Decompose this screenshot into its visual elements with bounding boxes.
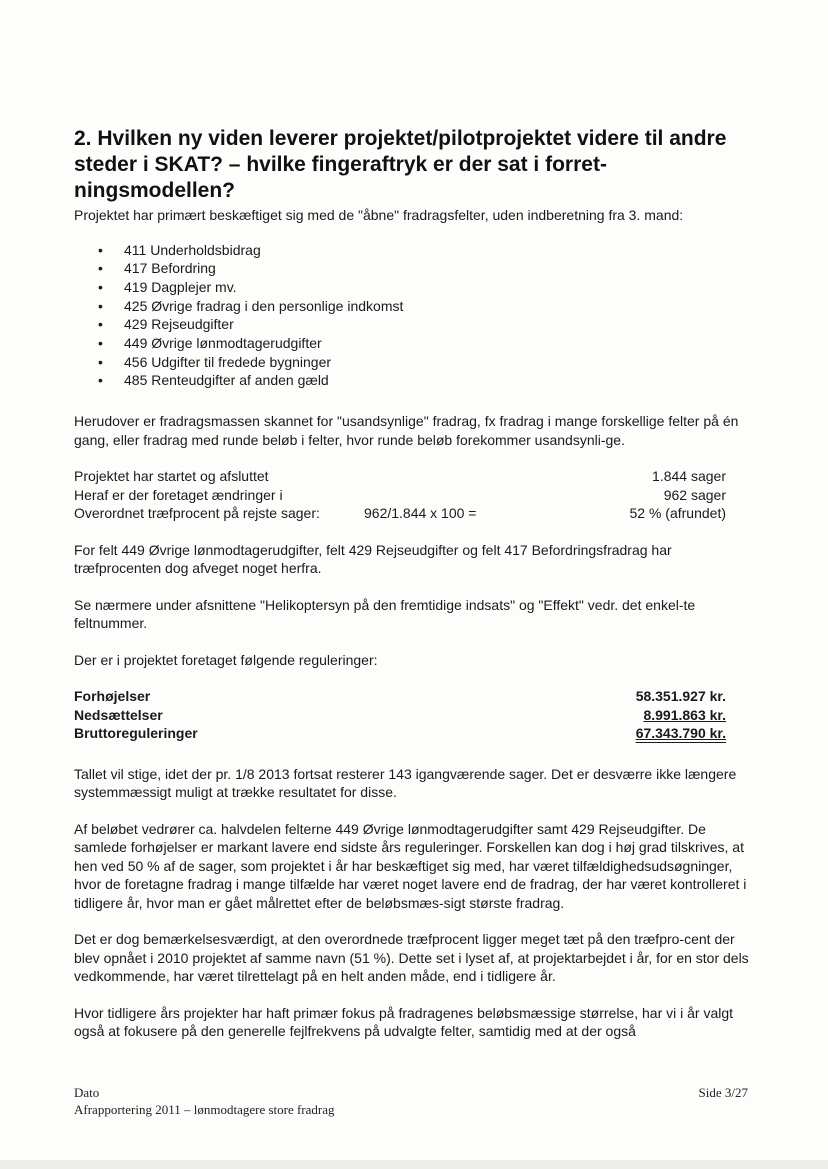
regulation-row-increases — [74, 687, 754, 706]
regulation-row-decreases — [74, 706, 754, 725]
stat-row-changed — [74, 486, 754, 505]
regulation-label: Forhøjelser — [74, 688, 151, 705]
stat-label: Overordnet træfprocent på rejste sager: — [74, 505, 320, 522]
rising-paragraph: Tallet vil stige, idet der pr. 1/8 2013 fortsat resterer 143 igangværende sager. Det er desværre ikke længere systemmæssigt muligt at trække resultatet for disse. — [74, 765, 737, 801]
stat-label: Heraf er der foretaget ændringer i — [74, 486, 283, 503]
amount-paragraph: Af beløbet vedrører ca. halvdelen felterne 449 Øvrige lønmodtagerudgifter samt 429 Rejseudgifter. De samlede forhøjelser er markant lavere end sidste års reguleringer. Forskellen kan dog i høj grad tilskrives, at hen ved 50 % af de sager, som projektet i år har beskæftiget sig med, har været tilfældighedsudsøgninger, hvor de foretagne fradrag i mange tilfælde har været noget lavere end de fradrag, der har været kontrolleret i tidligere år, hvor man er gået målrettet efter de beløbsmæs-sigt største fradrag. — [74, 820, 747, 911]
list-item: • 417 Befordring — [98, 259, 754, 278]
footer-page-number: Side 3/27 — [698, 1085, 748, 1100]
section-heading: 2. Hvilken ny viden leverer projektet/pilotprojektet videre til andre steder i SKAT? – hvilke fingeraftryk er der sat i forret-ningsmodellen? — [74, 127, 727, 202]
page-content — [74, 126, 754, 1041]
footer-date-label: Dato — [74, 1085, 100, 1100]
regulation-row-gross — [74, 724, 754, 743]
list-item: • 456 Udgifter til fredede bygninger — [98, 353, 754, 372]
regulation-value: 58.351.927 kr. — [635, 688, 726, 705]
list-item: • 449 Øvrige lønmodtagerudgifter — [98, 334, 754, 353]
list-item: • 411 Underholdsbidrag — [98, 241, 754, 260]
regulations-intro: Der er i projektet foretaget følgende reguleringer: — [74, 651, 378, 668]
case-statistics — [74, 467, 754, 523]
stat-calculation: 962/1.844 x 100 = — [364, 505, 477, 522]
regulation-value: 8.991.863 kr. — [643, 706, 726, 723]
deviation-paragraph: For felt 449 Øvrige lønmodtagerudgifter, felt 429 Rejseudgifter og felt 417 Befordringsfradrag har træfprocenten dog afveget noget herfra. — [74, 541, 672, 577]
scan-edge — [0, 1160, 828, 1169]
footer-report-title: Afrapportering 2011 – lønmodtagere store fradrag — [74, 1102, 335, 1117]
list-item: • 429 Rejseudgifter — [98, 315, 754, 334]
stat-row-completed — [74, 467, 754, 486]
stat-label: Projektet har startet og afsluttet — [74, 468, 269, 485]
regulation-label: Nedsættelser — [74, 706, 163, 723]
regulations-table — [74, 687, 754, 743]
field-list — [98, 241, 754, 391]
remarkable-paragraph: Det er dog bemærkelsesværdigt, at den overordnede træfprocent ligger meget tæt på den træfpro-cent der blev opnået i 2010 projektet af samme navn (51 %). Dette set i lyset af, at projektarbejdet i år, for en stor dels vedkommende, har været tilrettelagt på en helt anden måde, end i tidligere år. — [74, 931, 749, 985]
regulation-label: Bruttoreguleringer — [74, 725, 198, 742]
stat-row-hit-rate — [74, 504, 754, 523]
list-item: • 425 Øvrige fradrag i den personlige indkomst — [98, 297, 754, 316]
regulation-value: 67.343.790 kr. — [635, 725, 726, 742]
footer-left — [74, 1084, 335, 1118]
list-item: • 485 Renteudgifter af anden gæld — [98, 371, 754, 390]
screening-paragraph: Herudover er fradragsmassen skannet for "usandsynlige" fradrag, fx fradrag i mange forskellige felter på én gang, eller fradrag med runde beløb i felter, hvor runde beløb forekommer usandsynli-ge. — [74, 413, 739, 448]
stat-value: 1.844 sager — [652, 468, 726, 485]
intro-paragraph: Projektet har primært beskæftiget sig med de "åbne" fradragsfelter, uden indberetning fra 3. mand: — [74, 207, 684, 223]
list-item: • 419 Dagplejer mv. — [98, 278, 754, 297]
focus-paragraph: Hvor tidligere års projekter har haft primær fokus på fradragenes beløbsmæssige størrelse, har vi i år valgt også at fokusere på den generelle fejlfrekvens på udvalgte felter, samtidig med at der også — [74, 1004, 734, 1040]
see-more-paragraph: Se nærmere under afsnittene "Helikoptersyn på den fremtidige indsats" og "Effekt" vedr. det enkel-te feltnummer. — [74, 596, 696, 632]
stat-value: 52 % (afrundet) — [629, 505, 726, 522]
stat-value: 962 sager — [663, 486, 726, 503]
